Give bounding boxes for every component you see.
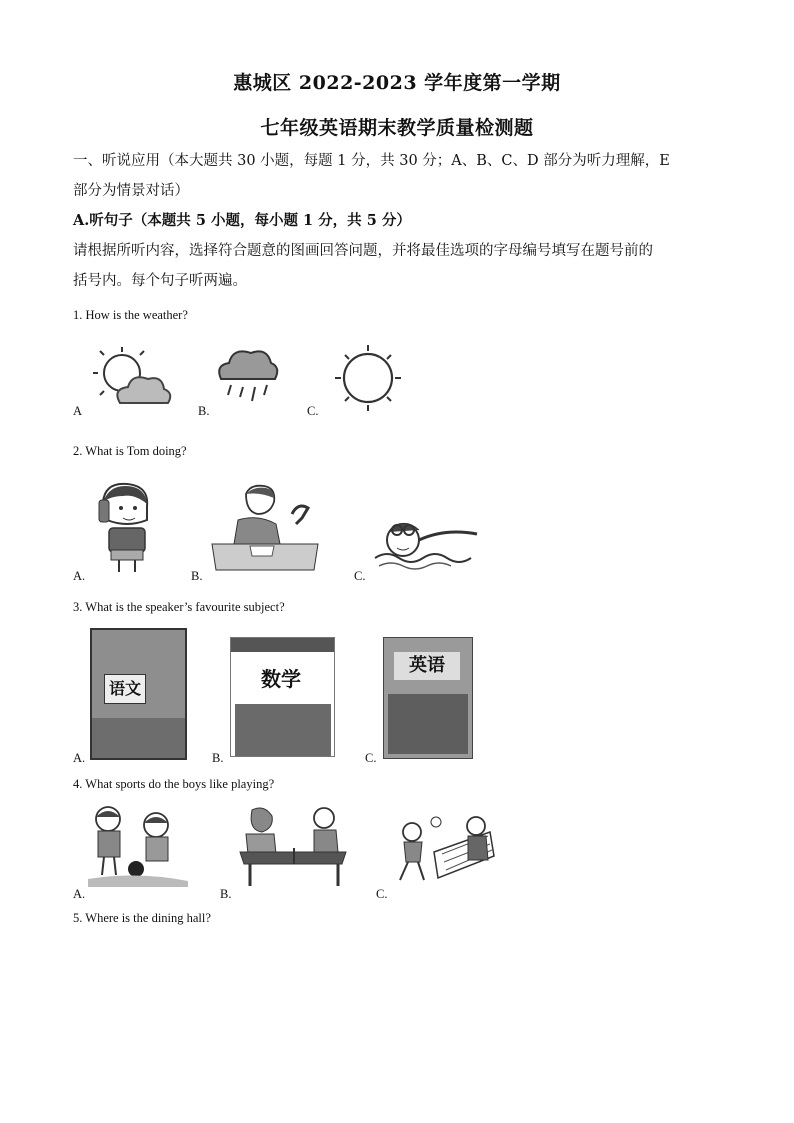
q4-option-c: C. xyxy=(376,887,388,901)
q3-option-b: B. xyxy=(212,751,224,765)
rain-cloud-icon xyxy=(215,345,280,410)
q4-option-a: A. xyxy=(73,887,86,901)
section-heading-line2: 部分为情景对话） xyxy=(73,183,189,199)
boy-desk-image xyxy=(210,484,320,574)
page-subtitle: 七年级英语期末教学质量检测题 xyxy=(260,117,534,139)
question-5: 5. Where is the dining hall? xyxy=(73,911,211,925)
ping-pong-image xyxy=(238,808,348,888)
math-book-title: 数学 xyxy=(261,667,301,691)
q1-option-c: C. xyxy=(307,404,319,418)
q3-option-c: C. xyxy=(365,751,377,765)
math-book-image xyxy=(230,637,335,757)
question-1: 1. How is the weather? xyxy=(73,308,188,322)
sun-icon xyxy=(333,343,403,413)
instruction-line1: 请根据所听内容，选择符合题意的图画回答问题，并将最佳选项的字母编号填写在题号前的 xyxy=(73,243,653,259)
section-heading-line1: 一、听说应用（本大题共 30 小题，每题 1 分，共 30 分；A、B、C、D 部分为听力理解，E xyxy=(73,153,670,169)
sun-cloud-icon xyxy=(90,345,172,410)
boy-swimming-image xyxy=(375,510,480,570)
q2-option-c: C. xyxy=(354,569,366,583)
q2-option-a: A. xyxy=(73,569,86,583)
question-3: 3. What is the speaker’s favourite subject? xyxy=(73,600,285,614)
question-2: 2. What is Tom doing? xyxy=(73,444,187,458)
english-book-image xyxy=(383,637,473,759)
question-4: 4. What sports do the boys like playing? xyxy=(73,777,275,791)
boy-phone-image xyxy=(95,480,160,575)
part-a-title: A.听句子（本题共 5 小题，每小题 1 分，共 5 分） xyxy=(73,212,411,229)
q1-option-b: B. xyxy=(198,404,210,418)
section-heading xyxy=(73,146,733,296)
q4-option-b: B. xyxy=(220,887,232,901)
page-title: 惠城区 2022-2023 学年度第一学期 xyxy=(233,72,561,94)
volleyball-image xyxy=(390,816,498,894)
chinese-book-image xyxy=(90,628,187,760)
instruction-line2: 括号内。每个句子听两遍。 xyxy=(73,273,247,289)
q1-option-a: A xyxy=(73,404,83,418)
q2-option-b: B. xyxy=(191,569,203,583)
english-book-title: 英语 xyxy=(394,652,460,680)
football-image xyxy=(88,805,190,887)
chinese-book-title: 语文 xyxy=(104,674,146,704)
q3-option-a: A. xyxy=(73,751,86,765)
